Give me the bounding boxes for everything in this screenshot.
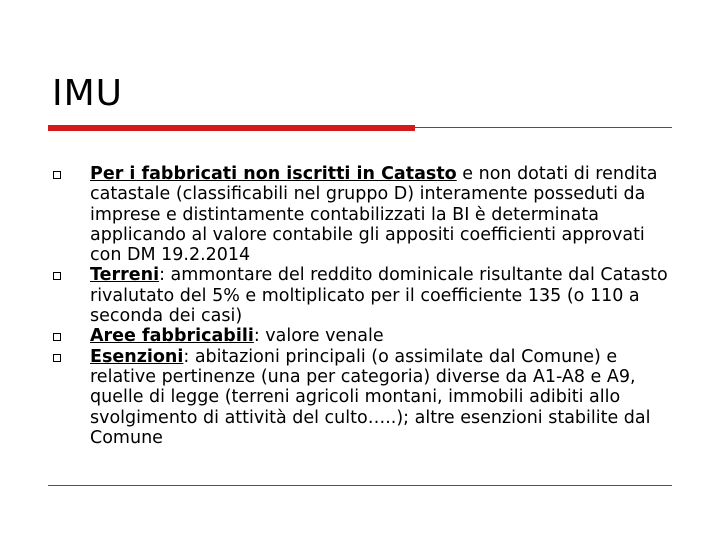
- bullet-lead: Aree fabbricabili: [90, 326, 254, 347]
- title-underline-thick: [48, 125, 415, 131]
- square-bullet-icon: [53, 171, 61, 179]
- square-bullet-icon: [53, 333, 61, 341]
- square-bullet-icon: [53, 272, 61, 280]
- slide-title: IMU: [52, 73, 124, 114]
- bullet-item-aree: [50, 326, 680, 346]
- bullet-list: [50, 164, 680, 448]
- bullet-lead: Per i fabbricati non iscritti in Catasto: [90, 164, 457, 184]
- bullet-item-terreni: [50, 265, 680, 326]
- bullet-text: e non dotati di rendita catastale (classificabili nel gruppo D) interamente posseduti da imprese e distintamente contabilizzati la BI è determinata applicando al valore contabile gli appositi coefficienti approvati con DM 19.2.2014: [90, 164, 658, 266]
- square-bullet-icon: [53, 354, 61, 362]
- bullet-text: : valore venale: [253, 326, 384, 347]
- bullet-lead: Terreni: [90, 265, 160, 286]
- title-underline-thin: [48, 127, 672, 128]
- bullet-text: : ammontare del reddito dominicale risultante dal Catasto rivalutato del 5% e moltiplicato per il coefficiente 135 (o 110 a seconda dei casi): [90, 265, 668, 327]
- bullet-item-fabbricati: [50, 164, 680, 265]
- bottom-divider: [48, 485, 672, 486]
- bullet-item-esenzioni: [50, 347, 680, 448]
- bullet-text: : abitazioni principali (o assimilate dal Comune) e relative pertinenze (una per categoria) diverse da A1-A8 e A9, quelle di legge (terreni agricoli montani, immobili adibiti allo svolgimento di attività del culto…..); altre esenzioni stabilite dal Comune: [90, 346, 651, 448]
- bullet-lead: Esenzioni: [90, 346, 184, 367]
